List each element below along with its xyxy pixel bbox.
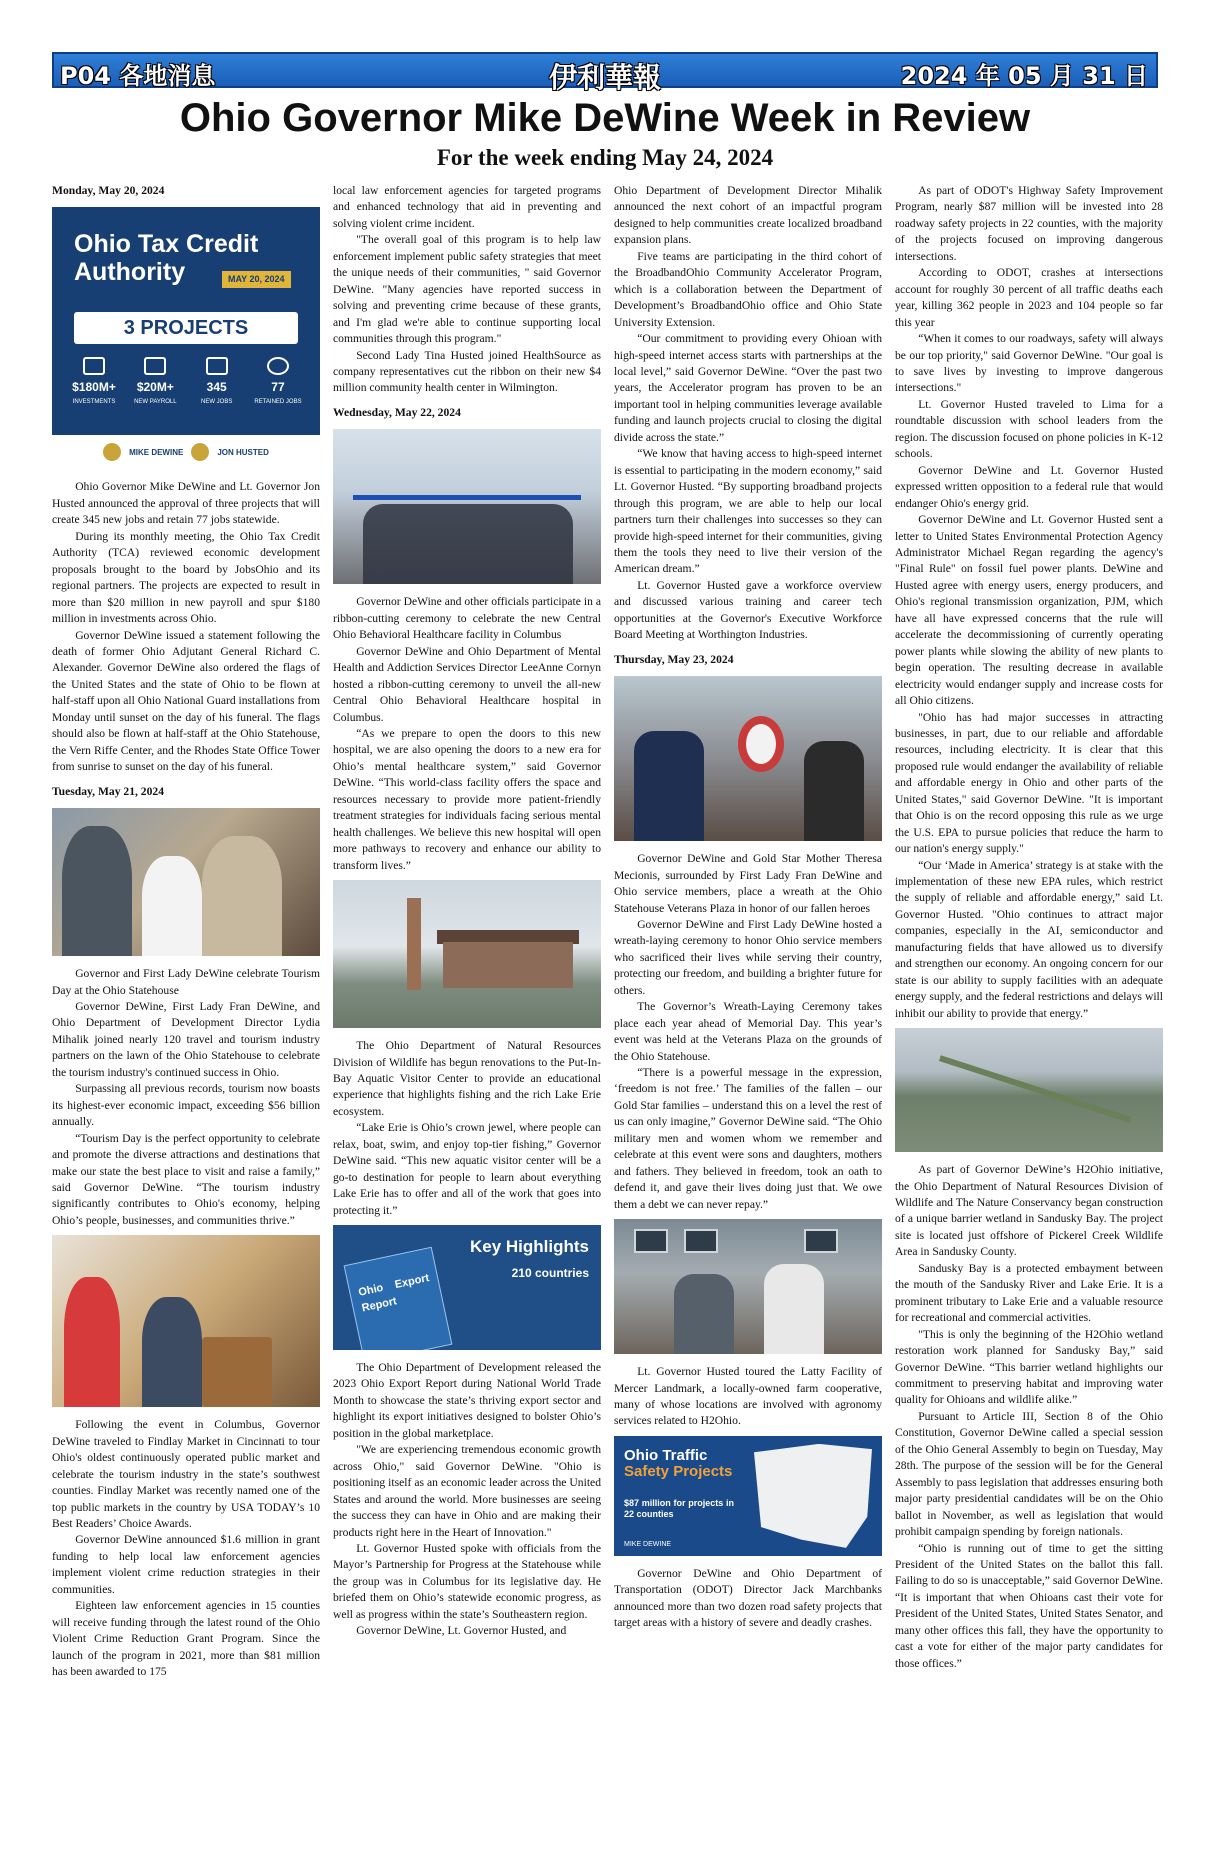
stat-investments [66, 357, 122, 407]
report-cover-title: Ohio Export Report [357, 1272, 431, 1315]
stat-label: NEW PAYROLL [134, 399, 177, 406]
ribbon-cutting-photo [333, 429, 601, 584]
article-paragraph: Governor DeWine and Lt. Governor Husted expressed written opposition to a federal rule that would endanger Ohio's energy grid. [895, 463, 1163, 510]
person-shape [674, 1274, 734, 1354]
governor-logo-text: MIKE DEWINE [129, 447, 184, 457]
traffic-title-line-2: Safety Projects [624, 1463, 733, 1481]
podium-shape [202, 1337, 272, 1407]
stat-value: 77 [271, 380, 285, 395]
article-paragraph: “Our ‘Made in America’ strategy is at stake with the implementation of these new EPA rules, which restrict the supply of reliable and affordable energy,” said Lt. Governor Husted. "Ohio continues to attract major companies, especially in the AI, semiconductor and manufacturing fields that have allowed us to diversify and strengthen our economy. An ongoing concern for our state is our ability to supply facilities with an adequate energy supply, and the federal restrictions and delays will inhibit our ability to provide that energy.” [895, 858, 1163, 1020]
graphic-title-line-1: Ohio Tax Credit [74, 230, 259, 259]
article-paragraph: Governor DeWine and Lt. Governor Husted sent a letter to United States Environmental Protection Agency Administrator Michael Regan regarding the agency's "Final Rule" on fossil fuel power plants. DeWine and Husted agree with energy users, energy producers, and Ohio's regional transmission organization, PJM, which have all have expressed concerns that the rule will accelerate the decommissioning of currently operating power plants while slowing the ability of new plants to begin operation. The resulting decrease in available electricity would endanger supply and increase costs for all Ohio citizens. [895, 513, 1163, 708]
person-shape [764, 1264, 824, 1354]
article-column-1 [52, 183, 320, 1681]
article-paragraph: As part of ODOT's Highway Safety Improvement Program, nearly $87 million will be invested into 28 roadway safety projects in 22 counties, with the majority of the projects focused on improving dangerous intersections. [895, 184, 1163, 263]
article-paragraph: During its monthly meeting, the Ohio Tax Credit Authority (TCA) reviewed economic development proposals brought to the board by JobsOhio and its regional partners. The projects are expected to result in more than $20 million in new payroll and spur $180 million in investments across Ohio. [52, 529, 320, 626]
owl-shape [202, 836, 282, 956]
day-heading: Thursday, May 23, 2024 [614, 652, 734, 666]
article-paragraph: Five teams are participating in the third cohort of the BroadbandOhio Community Accelerator Program, which is a collaboration between the Department of Development’s BroadbandOhio office and Ohio State University Extension. [614, 249, 882, 329]
stat-label: INVESTMENTS [72, 399, 116, 406]
article-paragraph: Governor DeWine announced $1.6 million in grant funding to help local law enforcement agencies implement violent crime reduction strategies in their communities. [52, 1533, 320, 1596]
ohio-seal-icon [191, 443, 209, 461]
stats-row [66, 357, 306, 407]
day-heading: Wednesday, May 22, 2024 [333, 405, 461, 419]
officials-group-shape [363, 504, 573, 584]
photo-caption: Following the event in Columbus, Governor DeWine traveled to Findlay Market in Cincinnati to tour Ohio's oldest continuously operated public market and celebrate the tourism industry in the state’s southwest counties. Findlay Market was recently named one of the top public markets in the country by USA TODAY’s 10 Best Readers’ Choice Awards. [52, 1418, 320, 1531]
article-paragraph: Ohio Department of Development Director Mihalik announced the next cohort of an impactful program designed to help communities create localized broadband expansion plans. [614, 184, 882, 247]
tax-credit-graphic [52, 207, 320, 469]
key-highlights-title: Key Highlights [469, 1237, 589, 1257]
day-heading: Tuesday, May 21, 2024 [52, 784, 164, 798]
facility-tour-photo [614, 1219, 882, 1354]
article-paragraph: Lt. Governor Husted traveled to Lima for a roundtable discussion with school leaders from the region. The discussion focused on phone policies in K-12 schools. [895, 397, 1163, 461]
findlay-market-photo [52, 1235, 320, 1407]
tourism-day-photo [52, 808, 320, 956]
person-shape [142, 1297, 202, 1407]
article-paragraph: Eighteen law enforcement agencies in 15 counties will receive funding through the latest round of the Ohio Violent Crime Reduction Grant Program. Since the launch of the program in 2021, more than $81 million has been awarded to 175 [52, 1599, 320, 1679]
article-paragraph: “As we prepare to open the doors to this new hospital, we are also opening the doors to a new era for Ohio’s mental healthcare system,” said Governor DeWine. “This world-class facility offers the space and resources necessary to provide more patient-friendly treatment strategies for individuals facing serious mental health challenges. We believe this new hospital will open more pathways to recovery and enhance our ability to transform lives.” [333, 726, 601, 872]
traffic-graphic-subtitle: $87 million for projects in 22 counties [624, 1497, 734, 1519]
graphic-footer-logos [52, 435, 320, 469]
article-paragraph: Lt. Governor Husted spoke with officials from the Mayor’s Partnership for Progress at the Statehouse while the group was in Columbus for its legislative day. He briefed them on Ohio’s statewide economic progress, as well as progress within the state’s Southeastern region. [333, 1542, 601, 1621]
page-subheadline: For the week ending May 24, 2024 [436, 145, 774, 170]
stat-value: $20M+ [136, 380, 174, 395]
article-paragraph: “Our commitment to providing every Ohioan with high-speed internet access starts with partnerships at the local level,” said Governor DeWine. “Over the past two years, the Accelerator program has proven to be an important tool in helping communities leverage available funding and launch projects crucial to closing the digital divide across the state.” [614, 332, 882, 444]
stat-label: NEW JOBS [200, 399, 233, 406]
article-paragraph: According to ODOT, crashes at intersections account for roughly 30 percent of all traffic deaths each year, killing 362 people in 2023 and 104 people so far this year [895, 266, 1163, 329]
article-paragraph: Governor DeWine, Lt. Governor Husted, and [356, 1624, 567, 1638]
photo-caption: The Ohio Department of Development released the 2023 Ohio Export Report during National World Trade Month to showcase the state’s thriving export sector and highlight its export initiatives designed to bolster Ohio’s position in the global marketplace. [333, 1361, 601, 1440]
article-paragraph: “Tourism Day is the perfect opportunity to celebrate and promote the diverse attractions and destinations that make our state the best place to visit and raise a family,” said Governor DeWine. “The tourism industry significantly contributes to Ohio's economy, helping Ohio’s people, businesses, and communities thrive.” [52, 1131, 320, 1227]
graphic-date-badge: MAY 20, 2024 [222, 271, 291, 288]
photo-caption: Governor DeWine and Ohio Department of Transportation (ODOT) Director Jack Marchbanks announced more than two dozen road safety projects that target areas with a history of severe and deadly crashes. [614, 1566, 882, 1630]
issue-date: 2024 年 05 月 31 日 [900, 62, 1148, 90]
photo-caption: Governor DeWine and other officials participate in a ribbon-cutting ceremony to celebrate the new Central Ohio Behavioral Healthcare facility in Columbus [333, 595, 601, 642]
photo-caption: Governor DeWine and Gold Star Mother Theresa Mecionis, surrounded by First Lady Fran DeWine and Ohio service members, place a wreath at the Ohio Statehouse Veterans Plaza in honor of our fallen heroes [614, 852, 882, 915]
article-paragraph: Sandusky Bay is a protected embayment between the mouth of the Sandusky River and Lake Erie. It is a prominent tributary to Lake Erie and a valuable resource for recreational and commercial activities. [895, 1261, 1163, 1325]
traffic-graphic-footer: MIKE DEWINE [624, 1540, 672, 1548]
mascot-shape [64, 1277, 120, 1407]
page-headline: Ohio Governor Mike DeWine Week in Review [179, 96, 1031, 140]
article-paragraph: Pursuant to Article III, Section 8 of the Ohio Constitution, Governor DeWine called a special session of the Ohio General Assembly to begin on Tuesday, May 28th. The purpose of the session will be for the General Assembly to pass legislation that addresses ensuring both major party presidential candidates will be on the Ohio ballot in November, as well as legislation that would prohibit campaign spending by foreign nationals. [895, 1409, 1163, 1539]
article-paragraph: Surpassing all previous records, tourism now boasts its highest-ever economic impact, exceeding $56 billion annually. [52, 1082, 320, 1129]
building-shape [443, 942, 573, 988]
wreath-shape [738, 716, 784, 772]
article-paragraph: Second Lady Tina Husted joined HealthSource as company representatives cut the ribbon on their new $4 million community health center in Wilmington. [333, 348, 601, 395]
photo-caption: The Ohio Department of Natural Resources Division of Wildlife has begun renovations to the Put-In-Bay Aquatic Visitor Center to provide an educational experience that highlights fishing and the rich Lake Erie ecosystem. [333, 1039, 601, 1118]
briefcase-icon [206, 357, 228, 375]
sandusky-bay-aerial-photo [895, 1028, 1163, 1152]
article-paragraph: local law enforcement agencies for targeted programs and enhanced technology that aid in preventing and solving violent crime incident. [333, 184, 601, 230]
article-column-2 [333, 183, 601, 1640]
lt-governor-logo-text: JON HUSTED [217, 447, 269, 457]
photo-caption: Lt. Governor Husted toured the Latty Facility of Mercer Landmark, a locally-owned farm cooperative, many of whose locations are involved with agronomy services related to H2Ohio. [614, 1365, 882, 1428]
stat-label: RETAINED JOBS [254, 399, 302, 406]
traffic-title-line-1: Ohio Traffic [624, 1446, 708, 1464]
payroll-icon [144, 357, 166, 375]
photo-caption: Governor and First Lady DeWine celebrate Tourism Day at the Ohio Statehouse [52, 967, 320, 997]
ohio-map-shape [754, 1444, 872, 1548]
monitor-shape [634, 1229, 668, 1253]
ribbon-shape [353, 495, 581, 500]
traffic-safety-graphic [614, 1436, 882, 1556]
article-paragraph: "Ohio has had major successes in attracting businesses, in part, due to our reliable and affordable resources, including electricity. It is clear that this proposed rule would endanger the availability of reliable and affordable energy in Ohio and other parts of the United States," said Governor DeWine. "It is important that Ohio is on the record opposing this rule as we urge the U.S. EPA to pursue policies that reduce the harm to our nation's energy supply." [895, 710, 1163, 856]
person-shape [142, 856, 202, 956]
article-paragraph: Ohio Governor Mike DeWine and Lt. Governor Jon Husted announced the approval of three projects that will create 345 new jobs and retain 77 jobs statewide. [52, 480, 320, 527]
day-heading: Monday, May 20, 2024 [52, 184, 165, 197]
photo-caption: As part of Governor DeWine’s H2Ohio initiative, the Ohio Department of Natural Resources Division of Wildlife and The Nature Conservancy began construction of a unique barrier wetland in Sandusky Bay. The project site is located just offshore of Pickerel Creek Wildlife Area in Sandusky County. [895, 1163, 1163, 1259]
person-icon [267, 357, 289, 375]
article-paragraph: Governor DeWine and Ohio Department of Mental Health and Addiction Services Director LeeAnne Cornyn hosted a ribbon-cutting ceremony to unveil the all-new Central Ohio Behavioral Healthcare hospital in Columbus. [333, 644, 601, 724]
traffic-graphic-title [624, 1448, 732, 1481]
article-paragraph: "This is only the beginning of the H2Ohio wetland restoration work planned for Sandusky Bay,” said Governor DeWine. “This barrier wetland highlights our commitment to preserving habitat and improving water quality for Ohioans and wildlife alike.” [895, 1327, 1163, 1407]
money-icon [83, 357, 105, 375]
article-paragraph: “We know that having access to high-speed internet is essential to participating in the modern economy,” said Lt. Governor Husted. “By supporting broadband projects through this program, we are able to help our local partners turn their challenges into successes so they can provide high-speed internet for their communities, giving them the tools they need to live their version of the American dream.” [614, 447, 882, 576]
monitor-shape [804, 1229, 838, 1253]
stat-payroll [127, 357, 183, 407]
stat-new-jobs [189, 357, 245, 407]
article-paragraph: "The overall goal of this program is to help law enforcement implement public safety strategies that meet the unique needs of their communities, " said Governor DeWine. "Many agencies have reported success in solving and preventing crime because of these grants, and I'm glad we're able to continue supporting local communities through this program." [333, 233, 601, 346]
article-paragraph: "We are experiencing tremendous economic growth across Ohio," said Governor DeWine. "Ohio is positioning itself as an economic leader across the United States and around the world. More businesses are seeing the success they can have in Ohio and are making their products right here in the Heart of Innovation." [333, 1443, 601, 1539]
article-paragraph: Lt. Governor Husted gave a workforce overview and discussed various training and career tech opportunities at the Governor's Executive Workforce Board Meeting at Worthington Industries. [614, 578, 882, 642]
article-column-4 [895, 183, 1163, 1672]
export-report-graphic [333, 1225, 601, 1350]
stat-retained-jobs [250, 357, 306, 407]
person-shape [804, 741, 864, 841]
newspaper-name: 伊利華報 [548, 61, 661, 94]
article-paragraph: “Lake Erie is Ohio’s crown jewel, where people can relax, boat, swim, and enjoy top-tier fishing,” Governor DeWine said. “This new aquatic visitor center will be a go-to destination for people to learn about everything Lake Erie has to offer and all of the work that goes into protecting it.” [333, 1121, 601, 1217]
monitor-shape [684, 1229, 718, 1253]
article-paragraph: The Governor’s Wreath-Laying Ceremony takes place each year ahead of Memorial Day. This year’s event was held at the Veterans Plaza on the grounds of the Ohio Statehouse. [614, 1000, 882, 1063]
page-section-label: P04 各地消息 [60, 62, 216, 90]
wreath-ceremony-photo [614, 676, 882, 841]
stat-value: 345 [206, 380, 227, 395]
article-paragraph: “When it comes to our roadways, safety will always be our top priority," said Governor DeWine. "Our goal is to save lives by investing to improve dangerous intersections." [895, 332, 1163, 395]
visitor-center-rendering [333, 880, 601, 1028]
graphic-title-line-2: Authority [74, 257, 186, 286]
article-paragraph: Governor DeWine issued a statement following the death of former Ohio Adjutant General Richard C. Alexander. Governor DeWine also ordered the flags of the United States and the state of Ohio to be flown at half-staff upon all Ohio National Guard installations from Monday until sunset on the day of his funeral. The flags should also be flown at half-staff at the Ohio Statehouse, the Vern Riffe Center, and the Rhodes State Office Tower from sunrise to sunset on the day of his funeral. [52, 628, 320, 774]
person-shape [634, 731, 704, 841]
stat-value: $180M+ [72, 380, 116, 395]
article-paragraph: “There is a powerful message in the expression, ‘freedom is not free.’ The families of the fallen – our Gold Star families – understand this on a level the rest of us can only imagine,” Governor DeWine said. “The Ohio military men and women whom we remember and celebrate at this event were sons and daughters, mothers and fathers. They believed in freedom, took an oath to defend it, and gave their lives doing just that. We owe them a debt we can never repay.” [614, 1066, 882, 1211]
countries-count: 210 countries [511, 1266, 589, 1281]
masthead-bar [52, 52, 1158, 94]
article-column-3 [614, 183, 882, 1632]
projects-count-box: 3 PROJECTS [74, 312, 298, 344]
article-paragraph: “Ohio is running out of time to get the sitting President of the United States on the ballot this fall. Failing to do so is unacceptable,” said Governor DeWine. “It is important that when Ohioans cast their vote for President of the United States, United States Senator, and many other offices this fall, they have the opportunity to cast a vote for either of the major party candidates for those offices.” [895, 1541, 1163, 1670]
article-paragraph: Governor DeWine and First Lady DeWine hosted a wreath-laying ceremony to honor Ohio service members who sacrificed their lives while serving their country, protecting our freedom, and building a brighter future for others. [614, 917, 882, 997]
barrier-wetland-shape [939, 1055, 1131, 1123]
ohio-seal-icon [103, 443, 121, 461]
person-shape [62, 826, 132, 956]
article-paragraph: Governor DeWine, First Lady Fran DeWine, and Ohio Department of Development Director Lydia Mihalik joined nearly 120 travel and tourism industry partners on the lawn of the Ohio Statehouse to celebrate the tourism industry's continued success in Ohio. [52, 999, 320, 1079]
chimney-shape [407, 898, 421, 990]
report-cover [344, 1247, 453, 1350]
